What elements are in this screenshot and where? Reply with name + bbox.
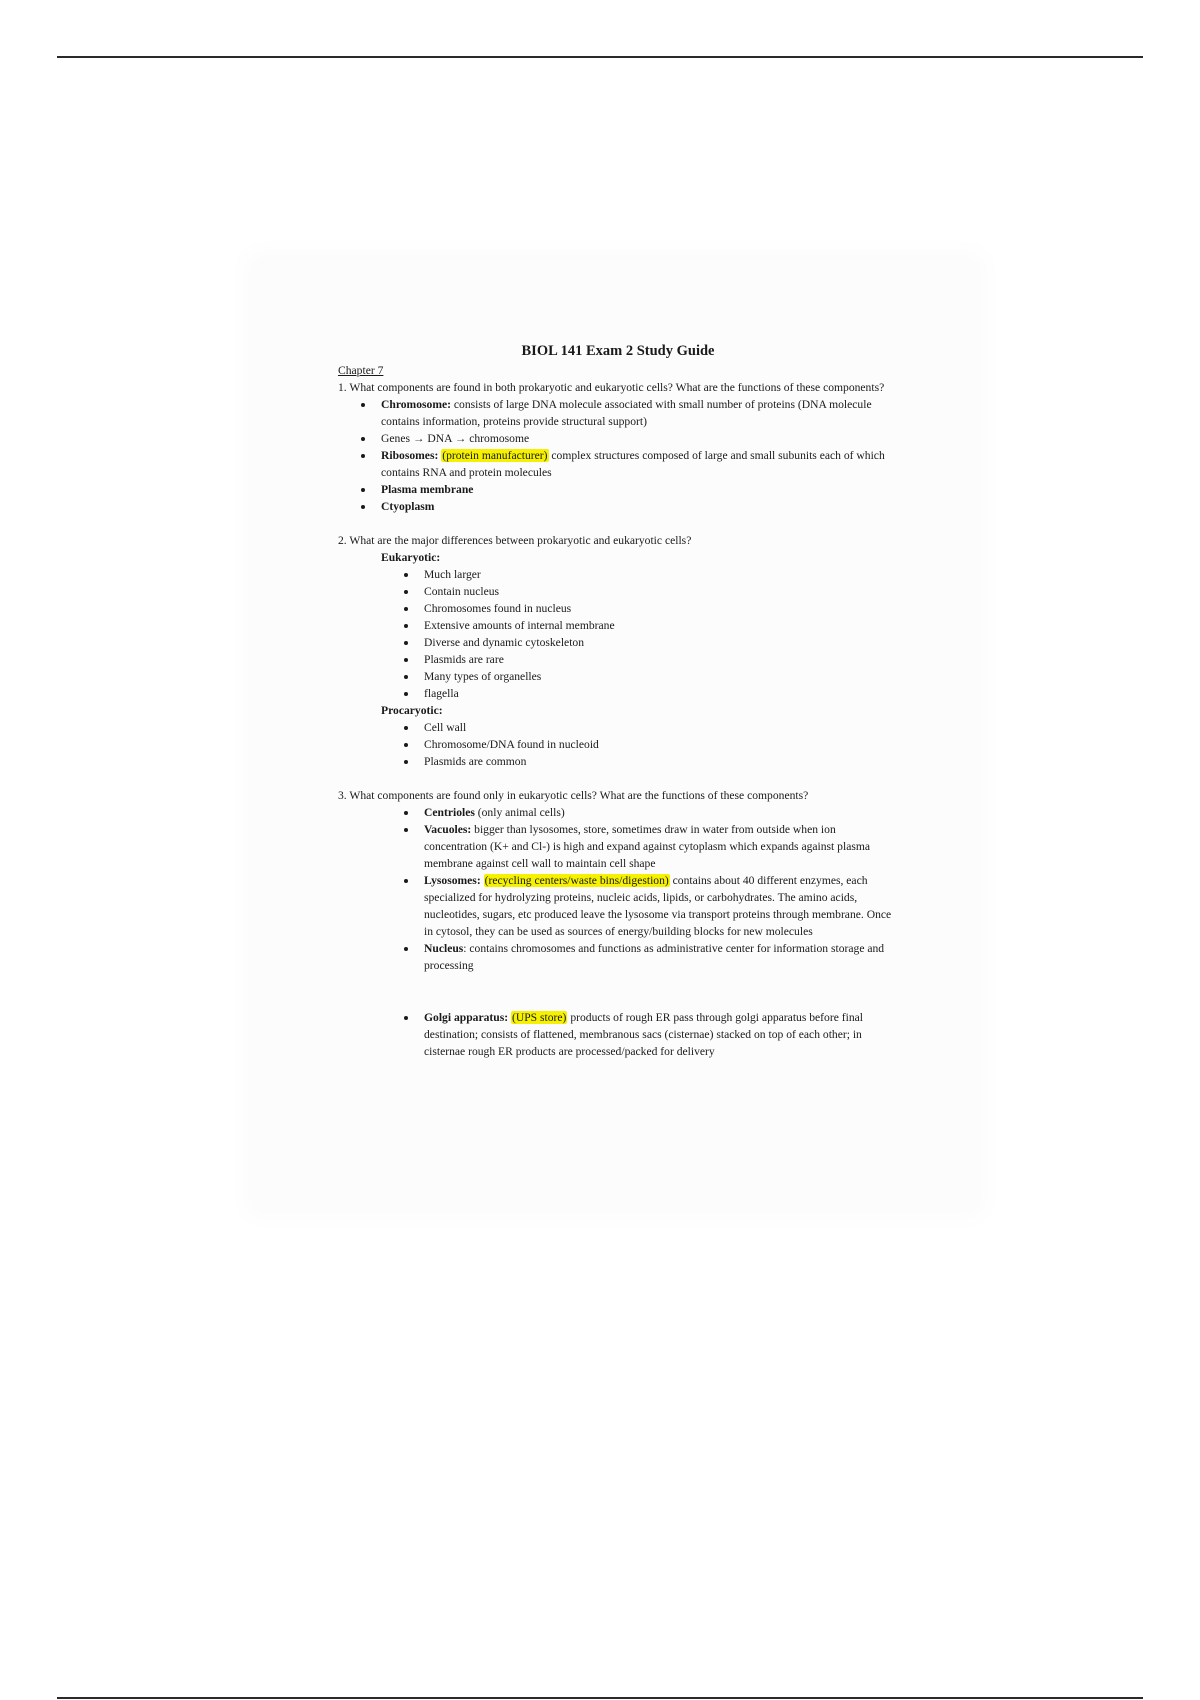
spacer: [338, 770, 898, 787]
item-text: bigger than lysosomes, store, sometimes draw in water from outside when ion concentration (K+ and Cl-) is high and expand against cytoplasm which expands against plasma membrane against cell wall to maintain cell shape: [424, 823, 871, 870]
eukaryotic-list: [338, 566, 898, 702]
document-content: [338, 342, 898, 1060]
list-item: flagella: [424, 685, 898, 702]
list-item: [381, 481, 898, 498]
list-item: Much larger: [424, 566, 898, 583]
item-text: consists of large DNA molecule associated with small number of proteins (DNA molecule contains information, proteins provide structural support): [381, 398, 872, 428]
top-divider: [57, 56, 1143, 58]
item-text: complex structures composed of large and small subunits each of which contains RNA and protein molecules: [381, 449, 885, 479]
list-item: [381, 396, 898, 430]
term: Ribosomes:: [381, 449, 439, 462]
bottom-divider: [57, 1697, 1143, 1699]
list-item: Chromosome/DNA found in nucleoid: [424, 736, 898, 753]
item-text: : contains chromosomes and functions as administrative center for information storage and processing: [424, 942, 885, 972]
term: Plasma membrane: [381, 483, 474, 496]
list-item: Plasmids are common: [424, 753, 898, 770]
term: Lysosomes:: [424, 874, 481, 887]
list-item: Many types of organelles: [424, 668, 898, 685]
list-item: [381, 430, 898, 447]
q1-list: [338, 396, 898, 515]
list-item: [381, 447, 898, 481]
item-text: products of rough ER pass through golgi apparatus before final destination; consists of flattened, membranous sacs (cisternae) stacked on top of each other; in cisternae rough ER products are processed/packed for delivery: [424, 1011, 863, 1058]
list-item: Plasmids are rare: [424, 651, 898, 668]
golgi-list: [338, 1009, 898, 1060]
list-item: Diverse and dynamic cytoskeleton: [424, 634, 898, 651]
highlight: (recycling centers/waste bins/digestion): [484, 874, 669, 887]
list-item: Extensive amounts of internal membrane: [424, 617, 898, 634]
spacer: [338, 515, 898, 532]
procaryotic-list: [338, 719, 898, 770]
eukaryotic-label: Eukaryotic:: [381, 551, 441, 564]
item-text: Genes → DNA → chromosome: [381, 432, 530, 445]
list-item: [424, 804, 898, 821]
highlight: (protein manufacturer): [442, 449, 548, 462]
term: Ctyoplasm: [381, 500, 435, 513]
term: Golgi apparatus:: [424, 1011, 509, 1024]
document-title: BIOL 141 Exam 2 Study Guide: [521, 343, 715, 359]
item-text: (only animal cells): [474, 806, 565, 819]
question-1: 1. What components are found in both prokaryotic and eukaryotic cells? What are the functions of these components?: [338, 381, 885, 394]
list-item: [381, 498, 898, 515]
list-item: Cell wall: [424, 719, 898, 736]
question-3: 3. What components are found only in eukaryotic cells? What are the functions of these components?: [338, 789, 809, 802]
list-item: Contain nucleus: [424, 583, 898, 600]
list-item: Chromosomes found in nucleus: [424, 600, 898, 617]
term: Chromosome:: [381, 398, 451, 411]
item-text: contains about 40 different enzymes, each specialized for hydrolyzing proteins, nucleic acids, lipids, or carbohydrates. The amino acids, nucleotides, sugars, etc produced leave the lysosome via transport proteins through membrane. Once in cytosol, they can be used as sources of energy/building blocks for new molecules: [424, 874, 892, 938]
term: Vacuoles:: [424, 823, 472, 836]
list-item: [424, 821, 898, 872]
chapter-heading: Chapter 7: [338, 364, 384, 377]
spacer: [338, 974, 898, 1009]
list-item: [424, 940, 898, 974]
term: Nucleus: [424, 942, 464, 955]
highlight: (UPS store): [511, 1011, 567, 1024]
question-2: 2. What are the major differences between prokaryotic and eukaryotic cells?: [338, 534, 692, 547]
list-item: [424, 1009, 898, 1060]
term: Centrioles: [424, 806, 475, 819]
list-item: [424, 872, 898, 940]
procaryotic-label: Procaryotic:: [381, 704, 443, 717]
q3-list: [338, 804, 898, 974]
